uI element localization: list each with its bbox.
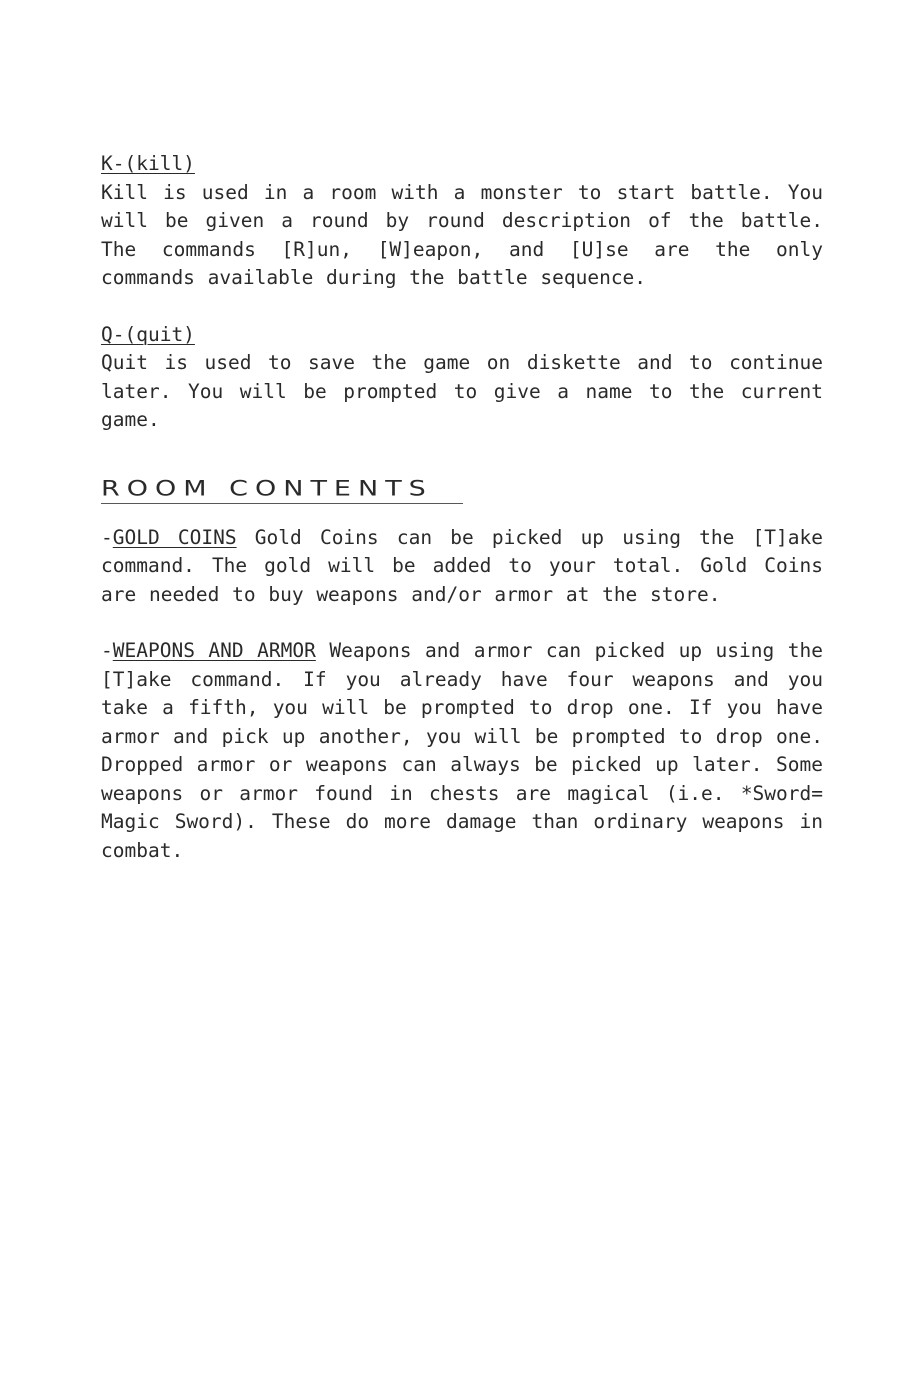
weapons-armor-prefix: - (101, 639, 113, 662)
gold-coins-section (101, 524, 823, 610)
weapons-armor-section (101, 637, 823, 865)
gold-coins-description: Gold Coins can be picked up using the [T]ake command. The gold will be added to your total. Gold Coins are needed to buy weapons and/or armor at the store. (101, 525, 823, 606)
kill-description: Kill is used in a room with a monster to start battle. You will be given a round by round description of the battle. The commands [R]un, [W]eapon, and [U]se are the only commands available during the battle sequence. (101, 180, 823, 289)
manual-page (101, 150, 823, 893)
weapons-armor-description: Weapons and armor can picked up using the [T]ake command. If you already have four weapons and you take a fifth, you will be prompted to drop one. If you have armor and pick up another, you will be prompted to drop one. Dropped armor or weapons can always be picked up later. Some weapons or armor found in chests are magical (i.e. *Sword= Magic Sword). These do more damage than ordinary weapons in combat. (101, 639, 823, 862)
kill-term: K-(kill) (101, 152, 195, 175)
weapons-armor-paragraph (101, 637, 823, 865)
quit-description: Quit is used to save the game on diskette and to continue later. You will be prompted to give a name to the current game. (101, 351, 823, 431)
room-contents-heading-wrap (101, 463, 823, 524)
room-contents-heading: ROOM CONTENTS (101, 475, 463, 504)
quit-section (101, 321, 823, 435)
gold-coins-paragraph (101, 524, 823, 610)
weapons-armor-term: WEAPONS AND ARMOR (112, 639, 316, 662)
gold-coins-prefix: - (101, 525, 113, 549)
kill-section (101, 150, 823, 293)
gold-coins-term: GOLD COINS (112, 525, 237, 549)
quit-term: Q-(quit) (101, 322, 195, 346)
